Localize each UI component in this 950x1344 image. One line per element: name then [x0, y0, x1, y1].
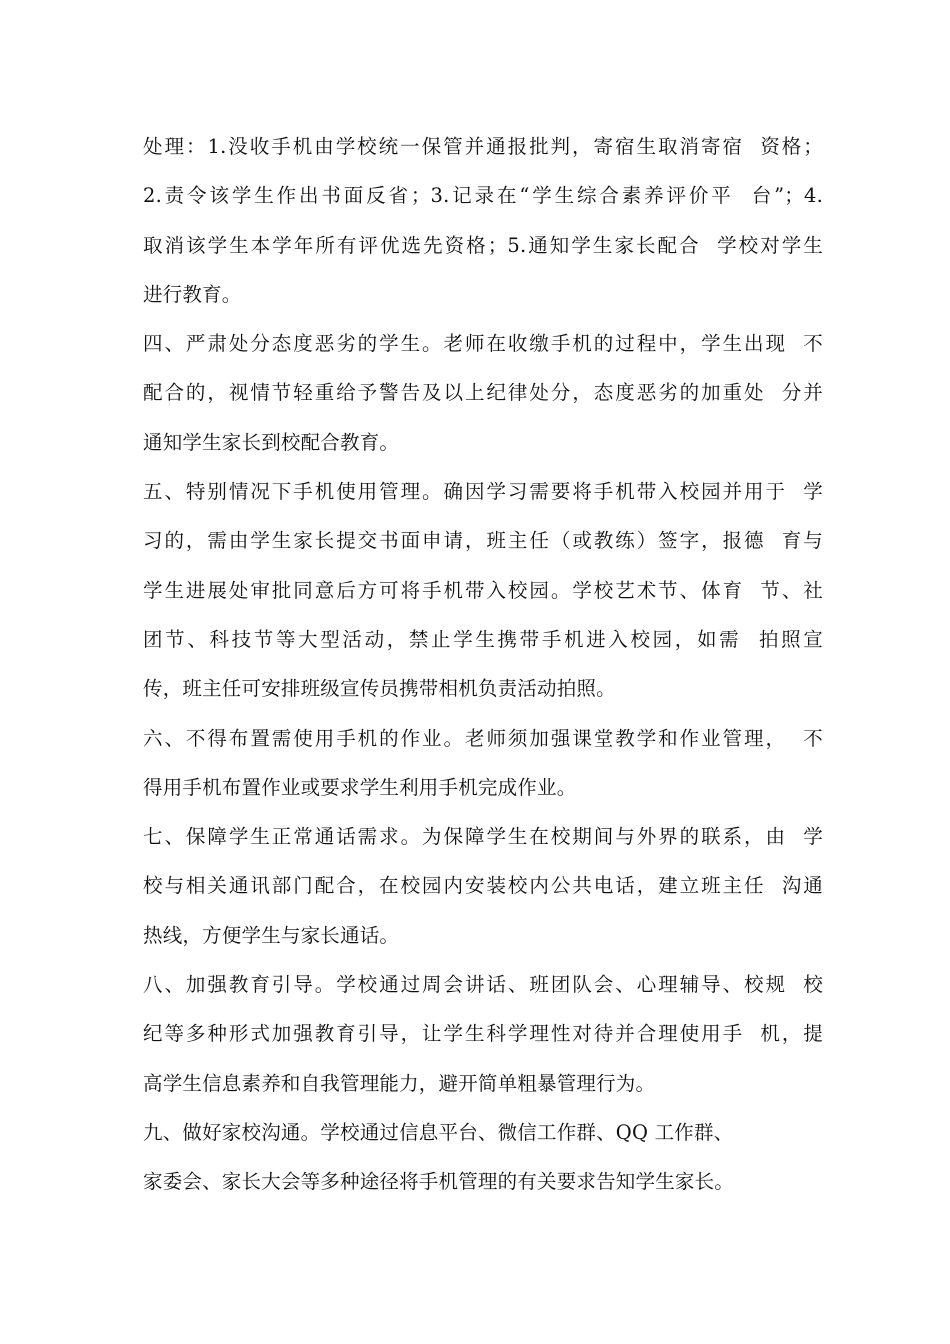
- text-line: 纪等多种形式加强教育引导，让学生科学理性对待并合理使用手 机，提: [143, 1022, 823, 1046]
- text-line: 进行教育。: [143, 282, 242, 306]
- text-line: 高学生信息素养和自我管理能力，避开简单粗暴管理行为。: [143, 1071, 656, 1095]
- text-line: 2.责令该学生作出书面反省；3.记录在“学生综合素养评价平 台”；4.: [143, 184, 823, 208]
- text-line: 五、特别情况下手机使用管理。确因学习需要将手机带入校园并用于 学: [143, 480, 823, 504]
- text-line: 处理：1.没收手机由学校统一保管并通报批判，寄宿生取消寄宿 资格；: [143, 135, 823, 158]
- document-body: [143, 122, 823, 1207]
- text-line: 习的，需由学生家长提交书面申请，班主任（或教练）签字，报德 育与: [143, 529, 823, 553]
- text-line: 八、加强教育引导。学校通过周会讲话、班团队会、心理辅导、校规 校: [143, 973, 823, 997]
- text-line: 通知学生家长到校配合教育。: [143, 430, 400, 454]
- text-line: 四、严肃处分态度恶劣的学生。老师在收缴手机的过程中，学生出现 不: [143, 332, 823, 356]
- text-line: 配合的，视情节轻重给予警告及以上纪律处分，态度恶劣的加重处 分并: [143, 381, 823, 405]
- text-line: 热线，方便学生与家长通话。: [143, 923, 400, 947]
- text-line: 家委会、家长大会等多种途径将手机管理的有关要求告知学生家长。: [143, 1170, 735, 1194]
- text-line: 团节、科技节等大型活动，禁止学生携带手机进入校园，如需 拍照宣: [143, 627, 823, 651]
- text-line: 得用手机布置作业或要求学生利用手机完成作业。: [143, 775, 577, 799]
- text-line: 传，班主任可安排班级宣传员携带相机负责活动拍照。: [143, 677, 616, 701]
- text-line: 六、不得布置需使用手机的作业。老师须加强课堂教学和作业管理， 不: [143, 726, 823, 750]
- text-line: 七、保障学生正常通话需求。为保障学生在校期间与外界的联系，由 学: [143, 825, 823, 849]
- text-line: 学生进展处审批同意后方可将手机带入校园。学校艺术节、体育 节、社: [143, 578, 823, 602]
- text-line: 取消该学生本学年所有评优选先资格；5.通知学生家长配合 学校对学生: [143, 233, 823, 257]
- text-line: 校与相关通讯部门配合，在校园内安装校内公共电话，建立班主任 沟通: [143, 874, 823, 898]
- text-line: 九、做好家校沟通。学校通过信息平台、微信工作群、QQ 工作群、: [143, 1120, 734, 1144]
